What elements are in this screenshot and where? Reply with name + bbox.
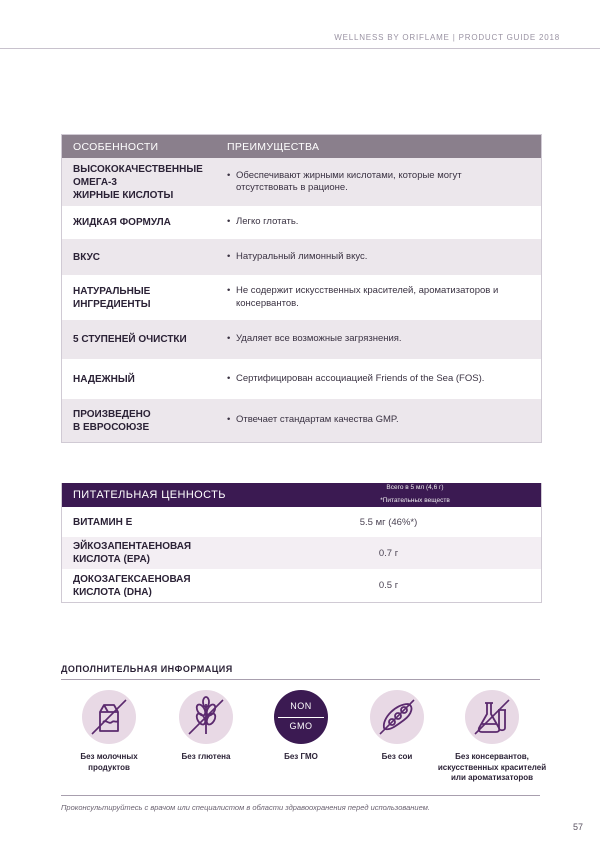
additional-info-title: ДОПОЛНИТЕЛЬНАЯ ИНФОРМАЦИЯ [61,664,233,674]
feature-name: ВКУС [73,251,101,263]
nutrient-name: ЭЙКОЗАПЕНТАЕНОВАЯ КИСЛОТА (EPA) [73,541,192,565]
icon-item-non-gmo [246,690,356,763]
no-preservatives-icon [465,690,519,744]
feature-benefit: • Удаляет все возможные загрязнения. [227,333,402,345]
benefit-text: Отвечает стандартам качества GMP. [236,414,399,426]
feature-name: 5 СТУПЕНЕЙ ОЧИСТКИ [73,334,187,345]
features-table [61,134,542,443]
consult-note: Проконсультируйтесь с врачом или специалистом в области здравоохранения перед использованием. [61,803,430,812]
feature-benefit: • Натуральный лимонный вкус. [227,250,368,262]
benefits-col-header: ПРЕИМУЩЕСТВА [227,140,320,153]
no-gluten-icon [179,690,233,744]
icon-label: Без консервантов, искусственных красителей или ароматизаторов [437,752,547,782]
table-row [62,206,541,239]
table-row [62,320,541,359]
feature-name: ПРОИЗВЕДЕНО В ЕВРОСОЮЗЕ [73,408,151,433]
feature-benefit: • Не содержит искусственных красителей, ароматизаторов и консервантов. [219,285,541,310]
benefit-text: Не содержит искусственных красителей, ароматизаторов и консервантов. [236,285,499,309]
gmo-text: GMO [289,721,313,731]
nutrient-value: 0.5 г [378,580,399,591]
table-row [62,569,541,602]
feature-benefit: • Легко глотать. [227,216,299,228]
nutrition-table-header [62,483,541,507]
additional-info-icons [61,690,547,790]
nutrition-title: ПИТАТЕЛЬНАЯ ЦЕННОСТЬ [73,489,226,501]
footer-divider [61,795,540,796]
feature-benefit: • Отвечает стандартам качества GMP. [227,414,399,426]
nutrient-value: 5.5 мг (46%*) [359,516,418,528]
nutrient-value: 0.7 г [378,547,399,559]
features-col-header: ОСОБЕННОСТИ [73,140,159,153]
table-row [62,158,541,206]
non-text: NON [290,701,312,711]
nutrition-table [61,483,542,603]
feature-name: ЖИДКАЯ ФОРМУЛА [73,217,171,228]
icon-label: Без молочных продуктов [80,752,138,772]
benefit-text: Легко глотать. [236,216,299,228]
feature-benefit: • Обеспечивают жирными кислотами, которые могут отсутствовать в рационе. [219,170,541,195]
benefit-text: Сертифицирован ассоциацией Friends of the Sea (FOS). [236,372,485,384]
no-soy-icon [370,690,424,744]
table-row [62,275,541,320]
table-row [62,359,541,399]
feature-name: НАТУРАЛЬНЫЕ ИНГРЕДИЕНТЫ [73,285,151,310]
serving-note: *Питательных веществ [380,497,450,504]
header-text: WELLNESS BY ORIFLAME | PRODUCT GUIDE 2018 [334,33,560,42]
section-divider [61,679,540,680]
icon-label: Без сои [381,752,413,761]
feature-name: ВЫСОКОКАЧЕСТВЕННЫЕ ОМЕГА-3 ЖИРНЫЕ КИСЛОТЫ [73,163,203,201]
table-row [62,239,541,275]
table-row [62,537,541,569]
gmo-divider [278,717,324,718]
table-row [62,399,541,442]
icon-item-no-preservatives [437,690,547,784]
feature-name: НАДЕЖНЫЙ [73,373,135,385]
benefit-text: Обеспечивают жирными кислотами, которые могут отсутствовать в рационе. [236,169,462,193]
serving-size: Всего в 5 мл (4,6 г) [386,484,444,491]
header-divider [0,48,600,49]
icon-item-no-dairy [54,690,164,773]
benefit-text: Натуральный лимонный вкус. [236,250,368,262]
benefit-text: Удаляет все возможные загрязнения. [236,333,402,345]
icon-label: Без ГМО [284,752,318,761]
non-gmo-icon [274,690,328,744]
no-dairy-icon [82,690,136,744]
icon-label: Без глютена [181,752,231,761]
icon-item-no-soy [342,690,452,763]
icon-item-no-gluten [151,690,261,763]
page-number: 57 [572,822,583,832]
nutrient-name: ДОКОЗАГЕКСАЕНОВАЯ КИСЛОТА (DHA) [73,573,191,598]
feature-benefit: • Сертифицирован ассоциацией Friends of the Sea (FOS). [227,372,485,384]
features-table-header [62,135,541,158]
table-row [62,507,541,537]
nutrient-name: ВИТАМИН Е [73,516,133,528]
